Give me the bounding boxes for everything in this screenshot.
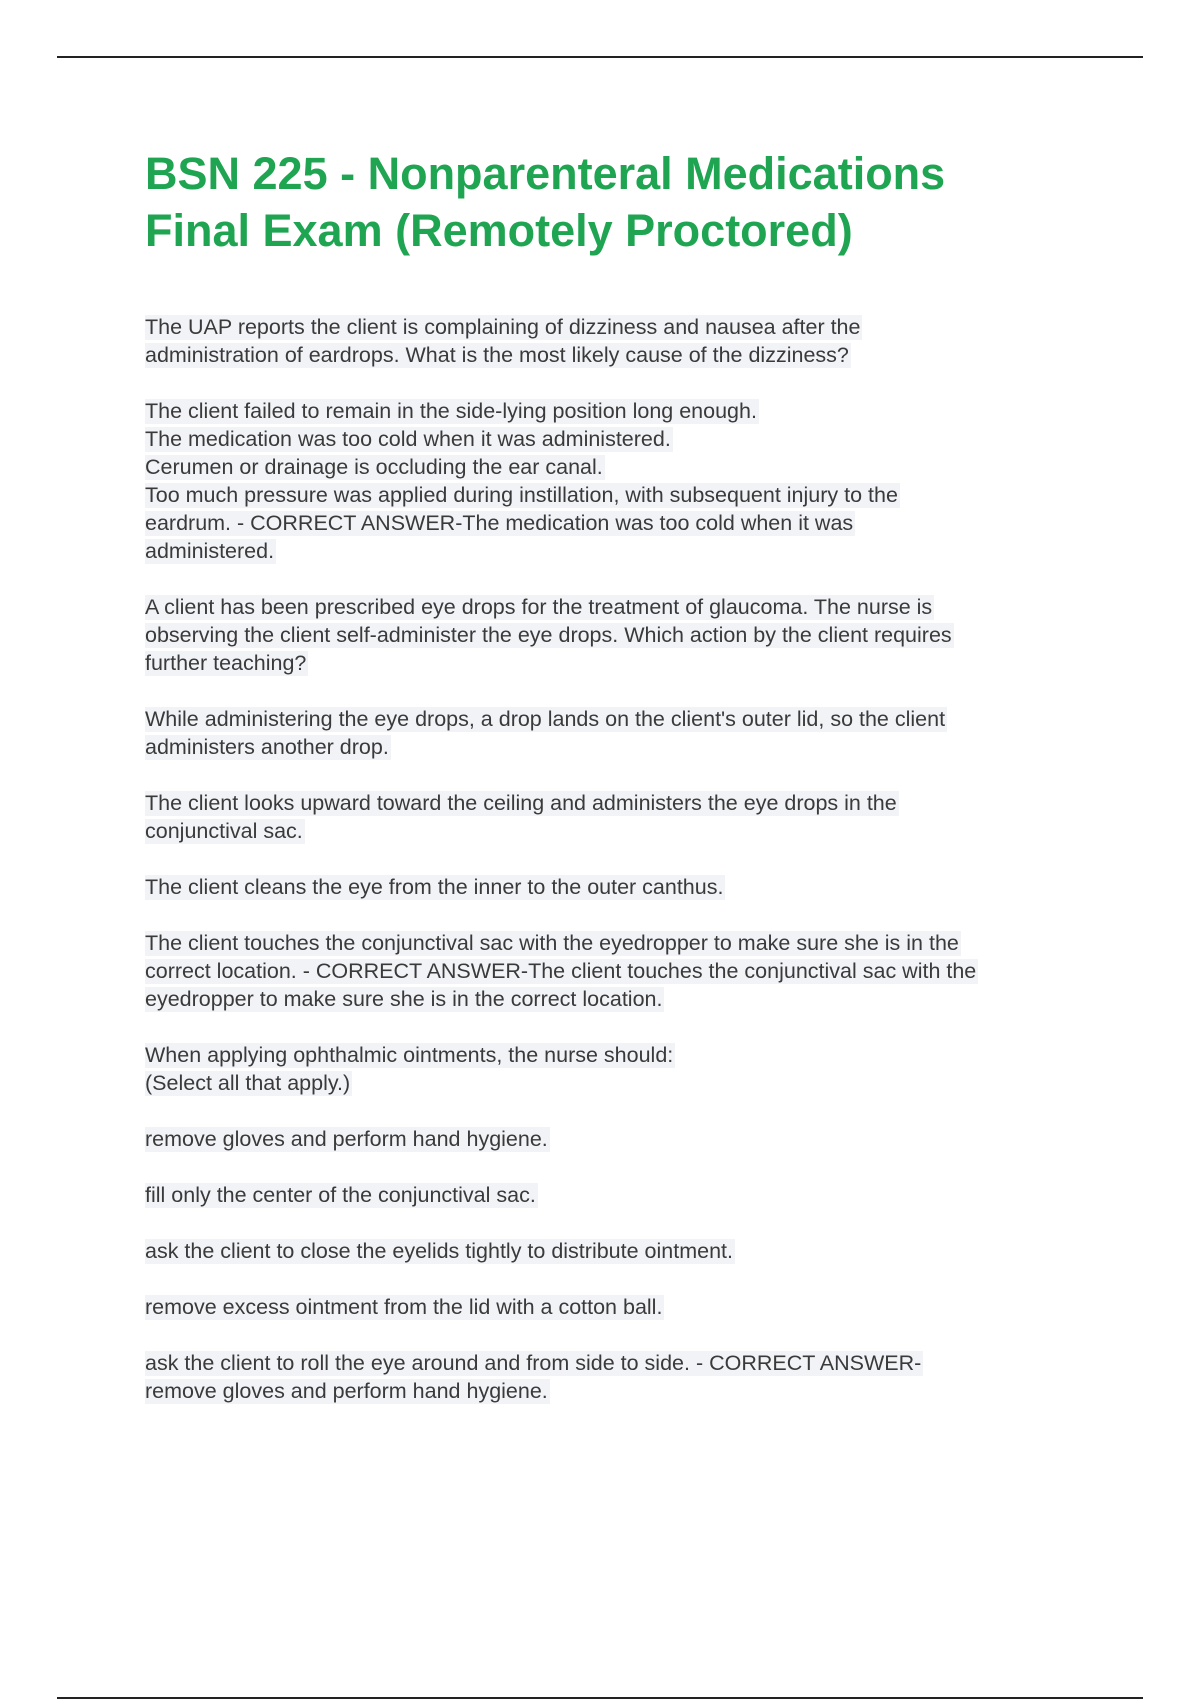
title-line: BSN 225 - Nonparenteral Medications: [145, 148, 946, 199]
text-line: remove excess ointment from the lid with a cotton ball.: [145, 1295, 663, 1319]
text-line: ask the client to roll the eye around and from side to side. - CORRECT ANSWER-: [145, 1351, 922, 1375]
text-line: remove gloves and perform hand hygiene.: [145, 1127, 548, 1151]
text-line: While administering the eye drops, a drop lands on the client's outer lid, so the client: [145, 707, 946, 731]
text-line: observing the client self-administer the eye drops. Which action by the client requires: [145, 623, 952, 647]
text-line: correct location. - CORRECT ANSWER-The client touches the conjunctival sac with the: [145, 959, 977, 983]
question-prompt: [145, 313, 1105, 369]
text-line: Cerumen or drainage is occluding the ear canal.: [145, 455, 603, 479]
text-line: The UAP reports the client is complaining of dizziness and nausea after the: [145, 315, 861, 339]
answer-option: [145, 1293, 1105, 1321]
text-line: The client failed to remain in the side-lying position long enough.: [145, 399, 757, 423]
answer-option: [145, 1349, 1105, 1405]
text-line: The client cleans the eye from the inner to the outer canthus.: [145, 875, 724, 899]
top-rule: [57, 56, 1143, 58]
text-line: further teaching?: [145, 651, 307, 675]
text-line: A client has been prescribed eye drops for the treatment of glaucoma. The nurse is: [145, 595, 933, 619]
answer-option: [145, 873, 1105, 901]
answer-options: [145, 397, 1105, 565]
bottom-rule: [57, 1697, 1143, 1699]
answer-option: [145, 1181, 1105, 1209]
text-line: When applying ophthalmic ointments, the nurse should:: [145, 1043, 674, 1067]
question-prompt: [145, 593, 1105, 677]
text-line: The medication was too cold when it was administered.: [145, 427, 671, 451]
text-line: (Select all that apply.): [145, 1071, 351, 1095]
text-line: administers another drop.: [145, 735, 389, 759]
text-line: eyedropper to make sure she is in the correct location.: [145, 987, 663, 1011]
text-line: Too much pressure was applied during instillation, with subsequent injury to the: [145, 483, 898, 507]
text-line: eardrum. - CORRECT ANSWER-The medication was too cold when it was: [145, 511, 854, 535]
text-line: ask the client to close the eyelids tightly to distribute ointment.: [145, 1239, 733, 1263]
answer-option: [145, 705, 1105, 761]
answer-option: [145, 929, 1105, 1013]
text-line: fill only the center of the conjunctival sac.: [145, 1183, 536, 1207]
text-line: conjunctival sac.: [145, 819, 303, 843]
text-line: The client touches the conjunctival sac with the eyedropper to make sure she is in the: [145, 931, 959, 955]
title-line: Final Exam (Remotely Proctored): [145, 205, 853, 256]
text-line: The client looks upward toward the ceiling and administers the eye drops in the: [145, 791, 897, 815]
text-line: administered.: [145, 539, 275, 563]
text-line: remove gloves and perform hand hygiene.: [145, 1379, 548, 1403]
answer-option: [145, 1125, 1105, 1153]
text-line: administration of eardrops. What is the most likely cause of the dizziness?: [145, 343, 849, 367]
document-title: [145, 145, 1105, 259]
answer-option: [145, 1237, 1105, 1265]
question-prompt: [145, 1041, 1105, 1097]
document-body: [145, 145, 1105, 1433]
answer-option: [145, 789, 1105, 845]
